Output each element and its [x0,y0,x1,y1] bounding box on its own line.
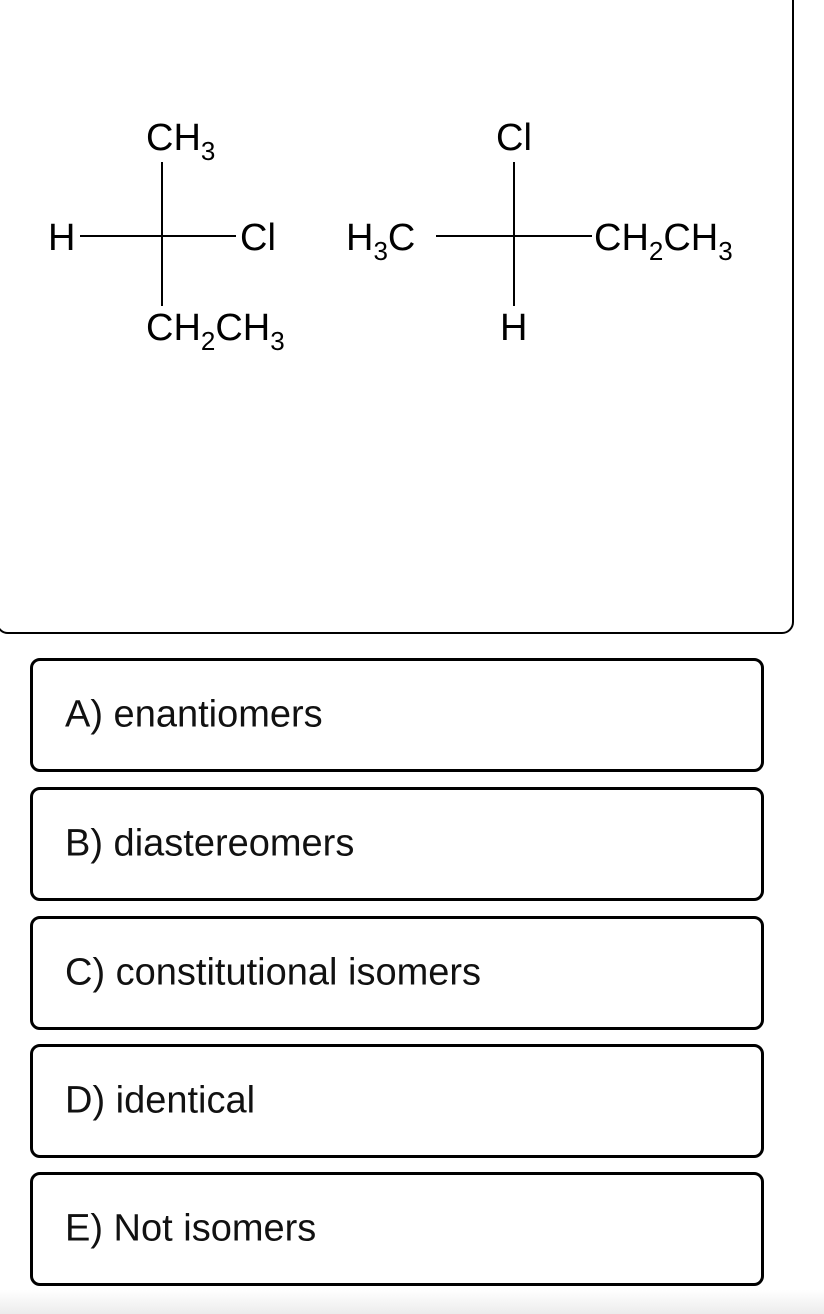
option-a-label: A) enantiomers [65,693,323,736]
molecule-2-left-group: $H_3C$ [346,217,416,266]
option-e-button[interactable] [30,1172,764,1286]
fischer-projection-1 [48,117,285,356]
molecule-1-right-group: Cl [240,217,276,259]
molecule-2-top-group: Cl [496,117,532,159]
fischer-projection-2 [346,117,733,349]
option-d-label: D) identical [65,1079,256,1122]
option-c-button[interactable] [30,916,764,1030]
fischer-projections [0,0,824,640]
molecule-2-bottom-group: H [500,307,528,349]
option-d-button[interactable] [30,1044,764,1158]
option-e-label: E) Not isomers [65,1207,317,1250]
molecule-1-bottom-group: $CH_2CH_3$ [146,307,285,356]
molecule-1-left-group: H [48,217,76,259]
molecule-2-right-group: $CH_2CH_3$ [594,217,733,266]
molecule-1-top-group: $CH_3$ [146,117,216,166]
bottom-shade [0,1290,824,1314]
option-c-label: C) constitutional isomers [65,951,482,994]
option-a-button[interactable] [30,658,764,772]
option-b-button[interactable] [30,787,764,901]
option-b-label: B) diastereomers [65,822,355,865]
